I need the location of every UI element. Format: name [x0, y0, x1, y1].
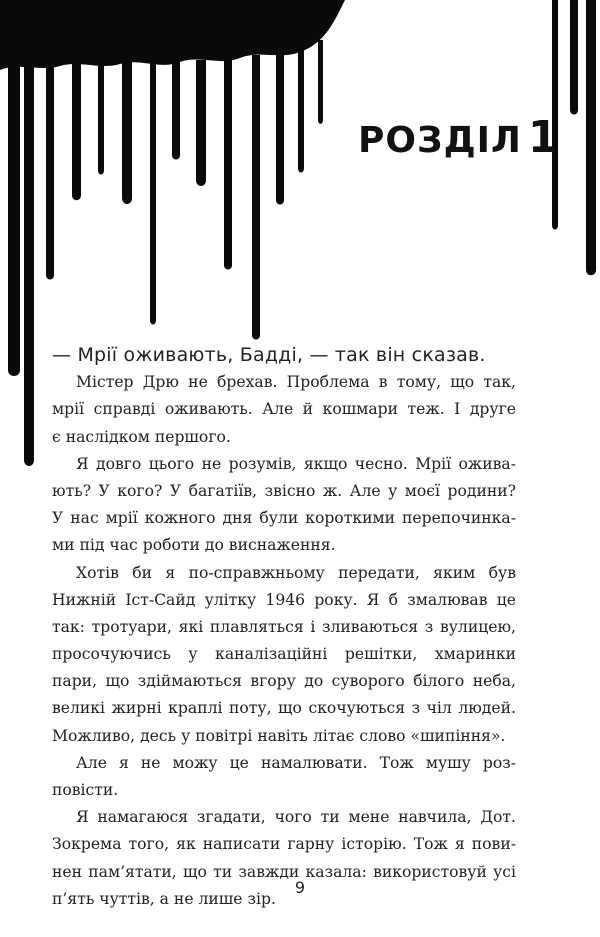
paragraph-line: Нижній Іст-Сайд улітку 1946 року. Я б змалював це: [52, 590, 516, 609]
paragraph-line: просочуючись у каналізаційні решітки, хмаринки: [52, 645, 516, 664]
body-text: [52, 342, 516, 913]
opening-line: — Мрії оживають, Бадді, — так він сказав.: [52, 344, 486, 366]
paragraph-line: Я довго цього не розумів, якщо чесно. Мрії ожива-: [76, 454, 516, 473]
paragraph-line: великі жирні краплі поту, що скочуються з чіл людей.: [52, 699, 516, 718]
paragraph-line: пари, що здіймаються вгору до суворого білого неба,: [52, 672, 516, 691]
paragraph-line: Можливо, десь у повітрі навіть літає слово «шипіння».: [52, 726, 506, 745]
paragraph-line: мрії справді оживають. Але й кошмари теж. І друге: [52, 400, 516, 419]
paragraph-line: так: тротуари, які плавляться і зливаються з вулицею,: [52, 617, 516, 636]
chapter-number: 1: [527, 112, 560, 163]
paragraph-line: ють? У кого? У багатіїв, звісно ж. Але у моєї родини?: [52, 481, 516, 500]
page-number: 9: [294, 878, 306, 897]
paragraph-line: Я намагаюся згадати, чого ти мене навчила, Дот.: [76, 808, 516, 827]
paragraph-line: Хотів би я по-справжньому передати, яким був: [76, 563, 516, 582]
paragraph-line: ми під час роботи до виснаження.: [52, 536, 336, 555]
paragraph-line: є наслідком першого.: [52, 427, 231, 446]
paragraph-line: повісти.: [52, 781, 119, 799]
paragraph-line: нен пам’ятати, що ти завжди казала: використовуй усі: [52, 862, 516, 881]
paragraph-line: п’ять чуттів, а не лише зір.: [52, 889, 276, 908]
paragraph-line: Але я не можу це намалювати. Тож мушу роз-: [76, 753, 516, 772]
paragraph-line: У нас мрії кожного дня були короткими перепочинка-: [52, 509, 516, 528]
chapter-label: РОЗДІЛ: [358, 120, 522, 161]
paragraph-line: Зокрема того, як написати гарну історію. Тож я пови-: [52, 835, 516, 854]
paragraph-line: Містер Дрю не брехав. Проблема в тому, що так,: [76, 373, 516, 392]
chapter-heading: [358, 112, 560, 163]
